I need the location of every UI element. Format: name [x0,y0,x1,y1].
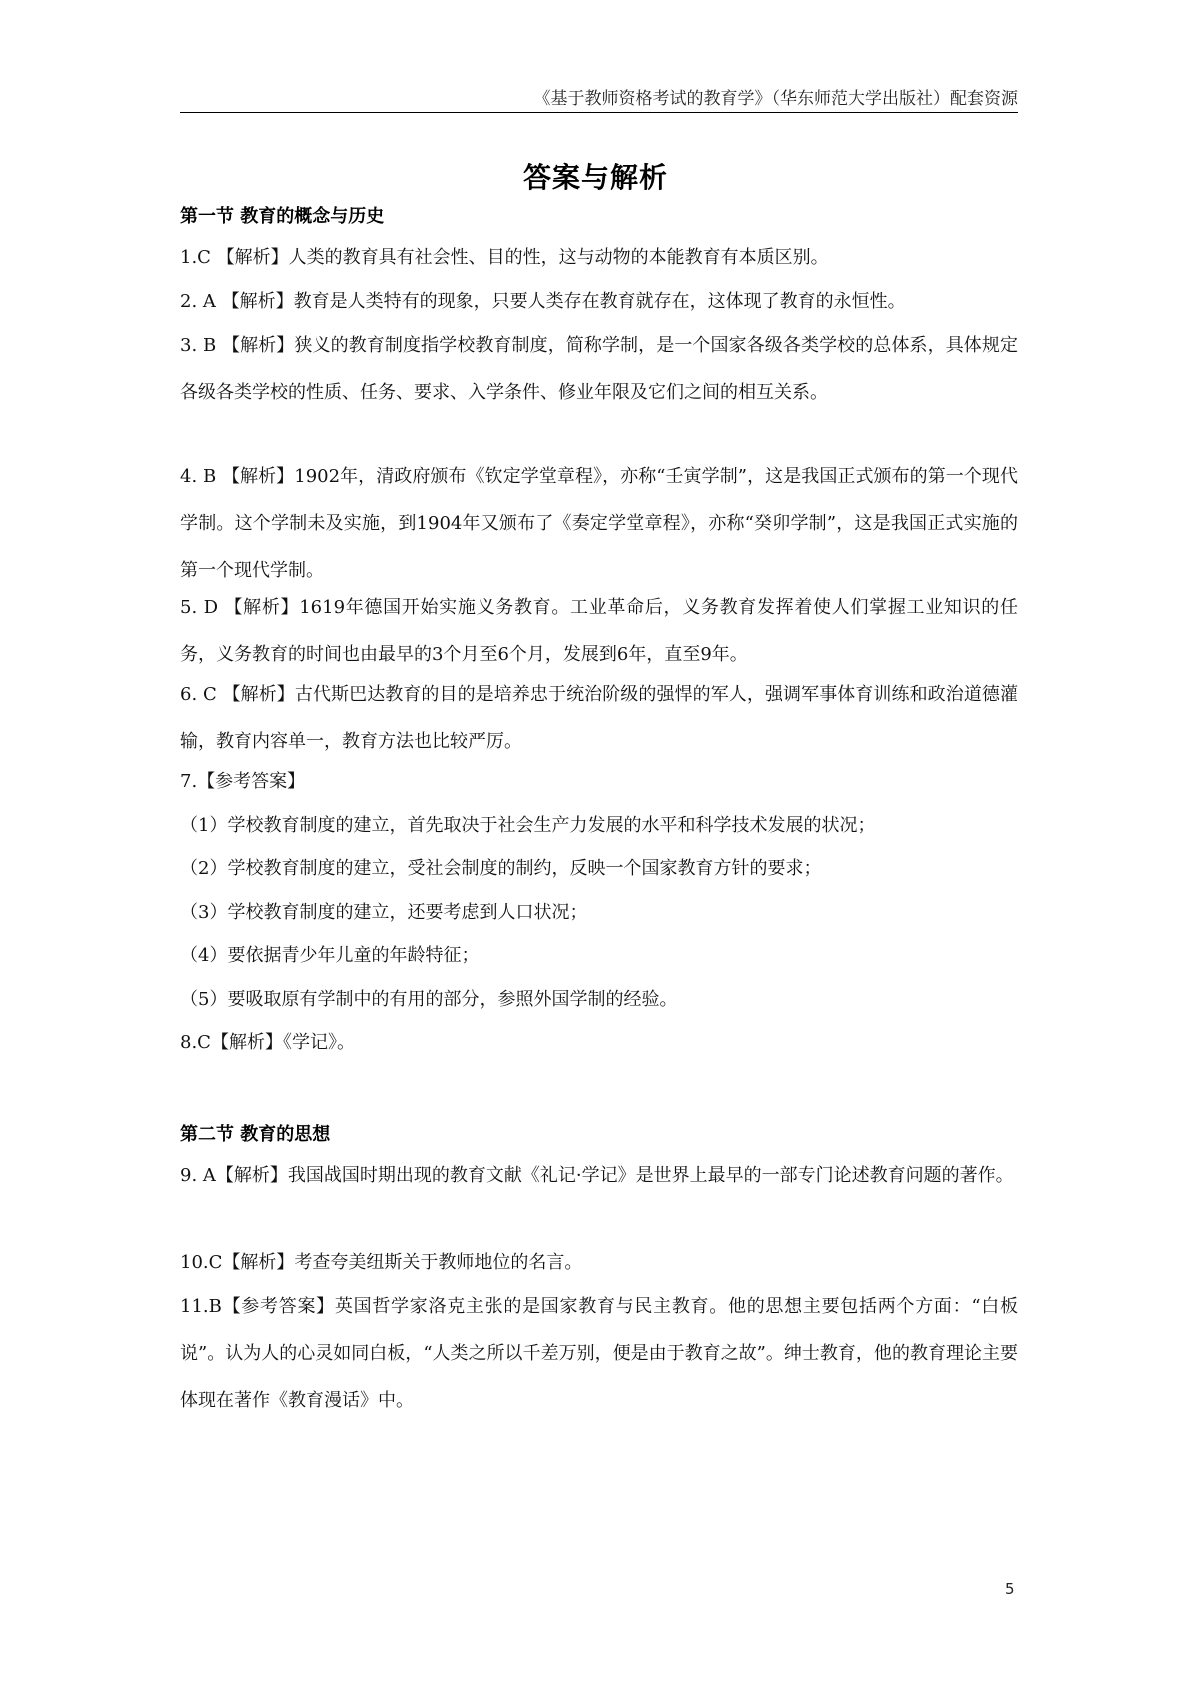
section-1-heading: 第一节 教育的概念与历史 [180,206,385,227]
answer-7-point-5: （5）要吸取原有学制中的有用的部分，参照外国学制的经验。 [180,989,678,1010]
answer-7-point-4: （4）要依据青少年儿童的年龄特征； [180,945,480,966]
answer-5: 5. D 【解析】1619年德国开始实施义务教育。工业革命后，义务教育发挥着使人们掌握工业知识的任务，义务教育的时间也由最早的3个月至6个月，发展到6年，直至9年。 [180,597,1018,665]
answer-6: 6. C 【解析】古代斯巴达教育的目的是培养忠于统治阶级的强悍的军人，强调军事体育训练和政治道德灌输，教育内容单一，教育方法也比较严厉。 [180,684,1018,752]
answer-8: 8.C【解析】《学记》。 [180,1032,355,1053]
section-2-heading: 第二节 教育的思想 [180,1124,331,1145]
answer-9: 9. A【解析】我国战国时期出现的教育文献《礼记·学记》是世界上最早的一部专门论述教育问题的著作。 [180,1165,1014,1186]
answer-7-point-2: （2）学校教育制度的建立，受社会制度的制约，反映一个国家教育方针的要求； [180,858,822,879]
answer-3: 3. B 【解析】狭义的教育制度指学校教育制度，简称学制，是一个国家各级各类学校的总体系，具体规定各级各类学校的性质、任务、要求、入学条件、修业年限及它们之间的相互关系。 [180,335,1018,403]
answer-10: 10.C【解析】考查夸美纽斯关于教师地位的名言。 [180,1252,583,1273]
answer-7-point-3: （3）学校教育制度的建立，还要考虑到人口状况； [180,902,588,923]
answer-4: 4. B 【解析】1902年，清政府颁布《钦定学堂章程》，亦称“壬寅学制”，这是我国正式颁布的第一个现代学制。这个学制未及实施，到1904年又颁布了《奏定学堂章程》，亦称“癸卯学制”，这是我国正式实施的第一个现代学制。 [180,466,1018,581]
answer-7-point-1: （1）学校教育制度的建立，首先取决于社会生产力发展的水平和科学技术发展的状况； [180,815,876,836]
document-title: 答案与解析 [522,161,668,194]
answer-1: 1.C 【解析】人类的教育具有社会性、目的性，这与动物的本能教育有本质区别。 [180,247,829,268]
answer-11: 11.B【参考答案】英国哲学家洛克主张的是国家教育与民主教育。他的思想主要包括两个方面：“白板说”。认为人的心灵如同白板，“人类之所以千差万别，便是由于教育之故”。绅士教育，他的教育理论主要体现在著作《教育漫话》中。 [180,1296,1018,1411]
running-header: 《基于教师资格考试的教育学》（华东师范大学出版社）配套资源 [533,89,1018,109]
answer-7: 7.【参考答案】 [180,771,306,792]
page-number: 5 [1005,1580,1015,1598]
header-rule [180,112,1018,113]
answer-2: 2. A 【解析】教育是人类特有的现象，只要人类存在教育就存在，这体现了教育的永恒性。 [180,291,906,312]
